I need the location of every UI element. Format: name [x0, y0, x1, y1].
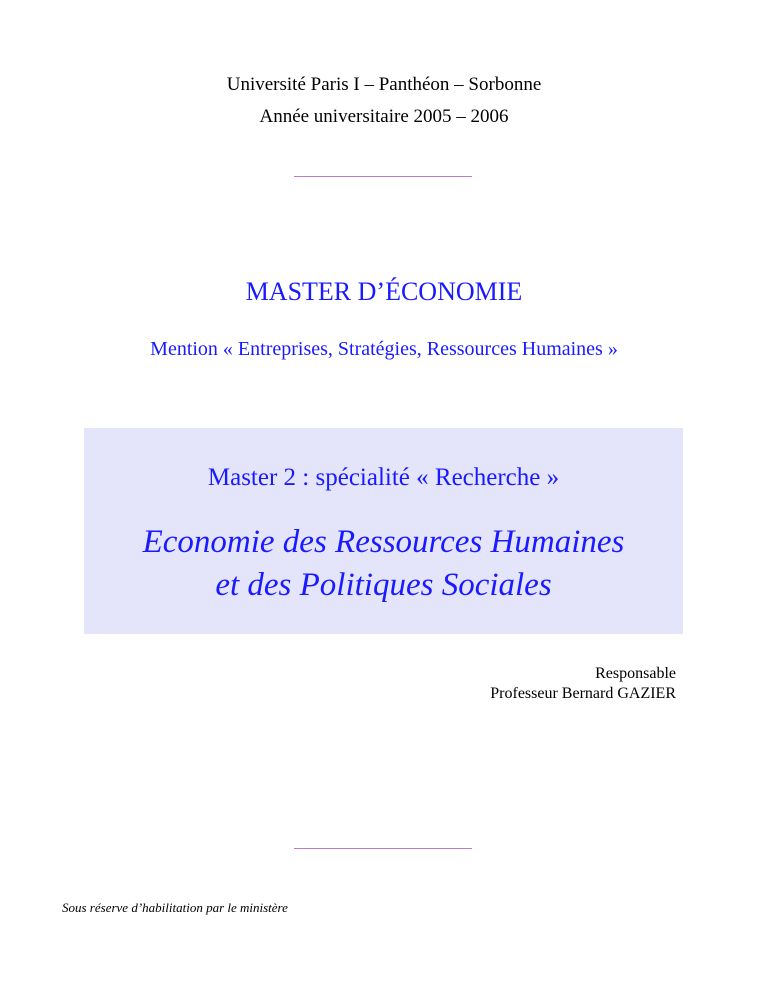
responsible-role: Responsable	[595, 665, 676, 682]
university-name: Université Paris I – Panthéon – Sorbonne	[226, 74, 542, 95]
bottom-divider	[294, 848, 472, 849]
specialty-label: Master 2 : spécialité « Recherche »	[207, 464, 560, 491]
program-mention: Mention « Entreprises, Stratégies, Ressources Humaines »	[150, 338, 618, 360]
specialty-name-line-2: et des Politiques Sociales	[215, 567, 552, 603]
specialty-box	[84, 428, 683, 634]
responsible-name: Professeur Bernard GAZIER	[490, 685, 676, 702]
specialty-name-line-1: Economie des Ressources Humaines	[142, 524, 625, 560]
program-title: MASTER D’ÉCONOMIE	[245, 277, 523, 306]
habilitation-note: Sous réserve d’habilitation par le ministère	[62, 900, 288, 915]
top-divider	[294, 176, 472, 177]
academic-year: Année universitaire 2005 – 2006	[259, 106, 509, 127]
